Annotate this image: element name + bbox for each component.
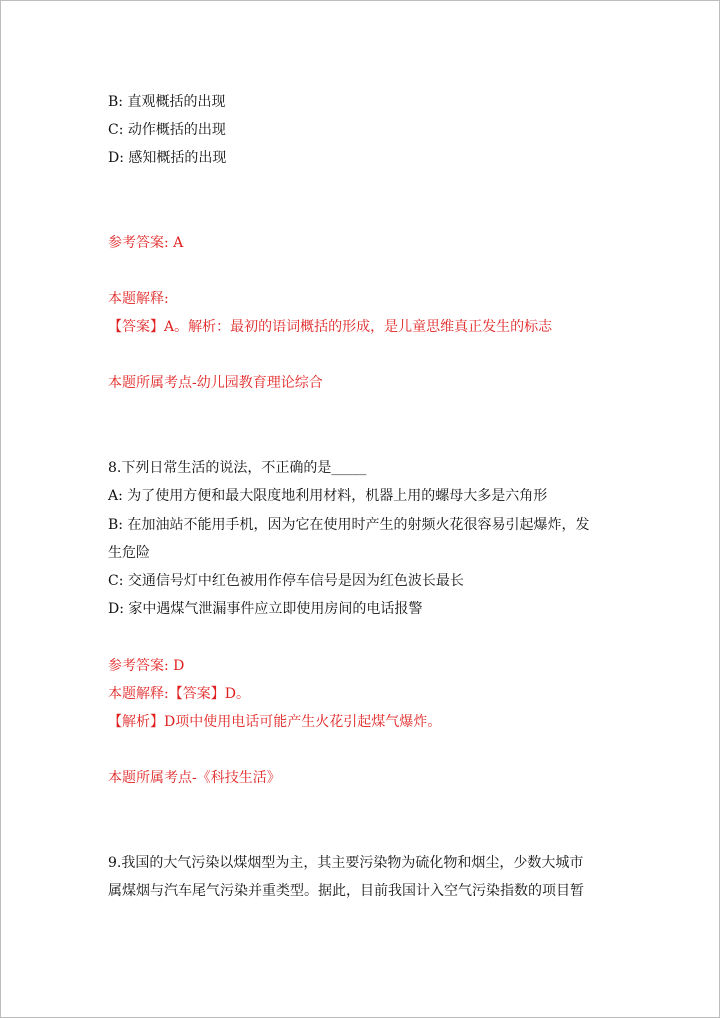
q8-option-c: C: 交通信号灯中红色被用作停车信号是因为红色波长最长 xyxy=(108,573,464,589)
q8-topic: 本题所属考点-《科技生活》 xyxy=(108,770,281,786)
q8-analysis: 【解析】D项中使用电话可能产生火花引起煤气爆炸。 xyxy=(108,714,442,730)
q7-option-c: C: 动作概括的出现 xyxy=(108,122,226,138)
q8-explanation: 本题解释:【答案】D。 xyxy=(108,686,250,702)
q8-option-b-line1: B: 在加油站不能用手机，因为它在使用时产生的射频火花很容易引起爆炸，发 xyxy=(108,517,590,533)
q7-topic: 本题所属考点-幼儿园教育理论综合 xyxy=(108,375,323,391)
q7-explanation: 【答案】A。解析：最初的语词概括的形成，是儿童思维真正发生的标志 xyxy=(108,319,553,335)
q7-option-b: B: 直观概括的出现 xyxy=(108,94,226,110)
q8-reference-answer: 参考答案: D xyxy=(108,658,185,674)
q8-option-a: A: 为了使用方便和最大限度地利用材料，机器上用的螺母大多是六角形 xyxy=(108,488,548,504)
q9-question-line2: 属煤烟与汽车尾气污染并重类型。据此，目前我国计入空气污染指数的项目暂 xyxy=(108,883,584,899)
q8-option-b-line2: 生危险 xyxy=(108,545,150,561)
q7-explanation-label: 本题解释: xyxy=(108,291,169,307)
q8-option-d: D: 家中遇煤气泄漏事件应立即使用房间的电话报警 xyxy=(108,601,423,617)
q8-question: 8.下列日常生活的说法，不正确的是_____ xyxy=(108,460,367,476)
q7-reference-answer: 参考答案: A xyxy=(108,235,184,251)
q7-option-d: D: 感知概括的出现 xyxy=(108,150,227,166)
q9-question-line1: 9.我国的大气污染以煤烟型为主，其主要污染物为硫化物和烟尘，少数大城市 xyxy=(108,855,584,871)
